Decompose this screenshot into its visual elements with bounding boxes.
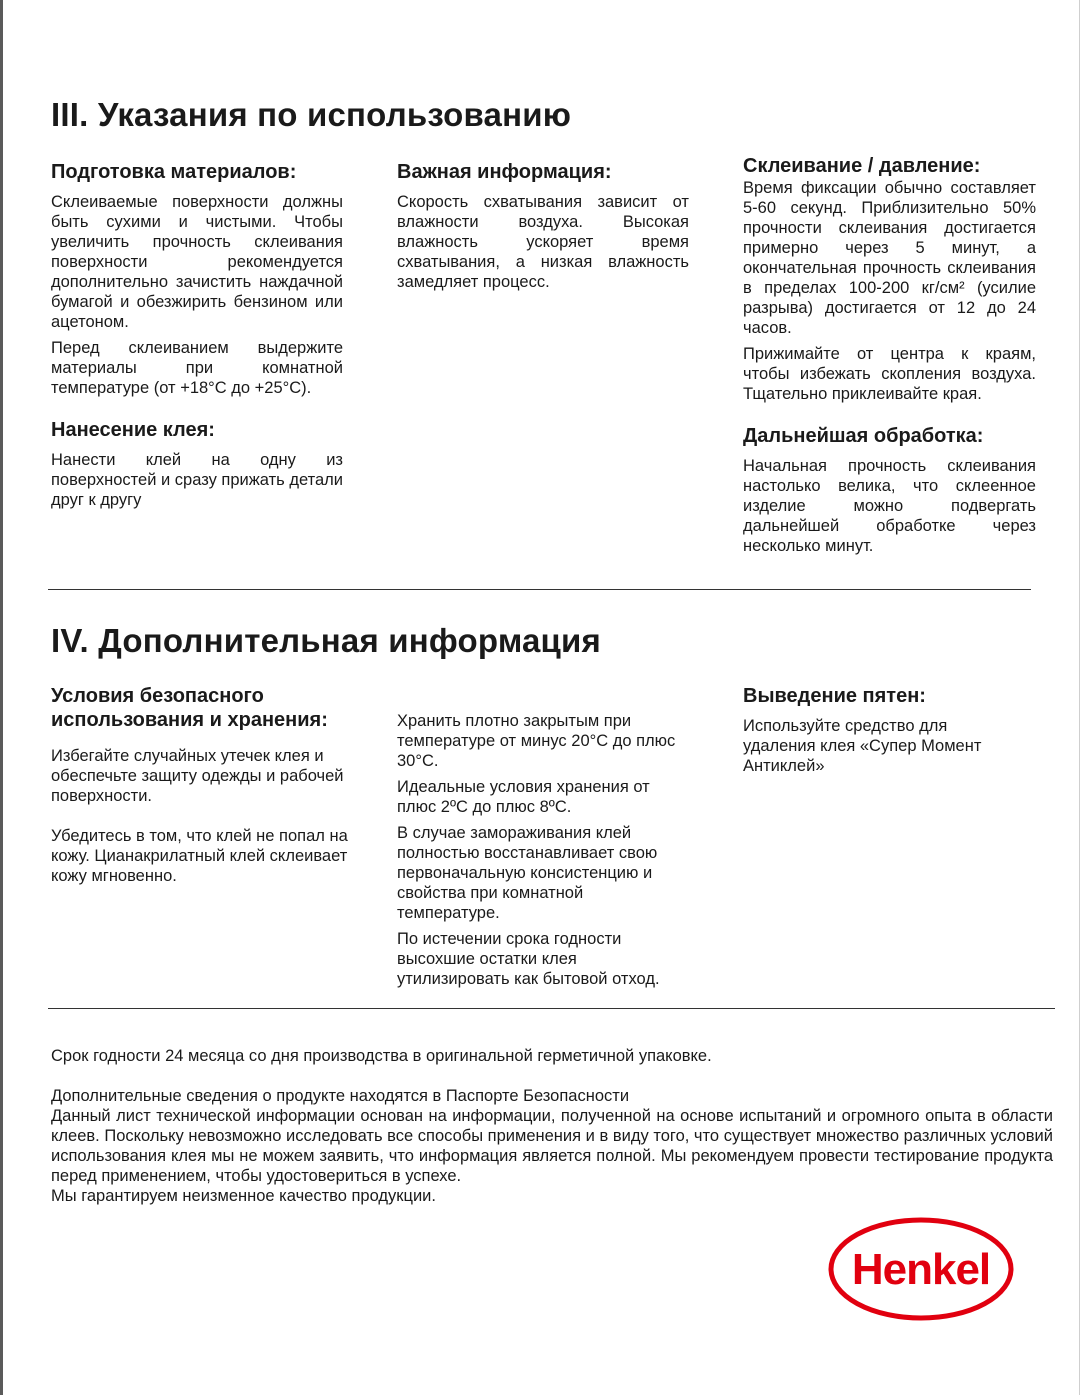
footer-block bbox=[51, 1046, 1053, 1206]
disposal-text: По истечении срока годности высохшие остатки клея утилизировать как бытовой отход. bbox=[397, 930, 660, 988]
page-left-edge bbox=[0, 0, 3, 1395]
henkel-logo bbox=[828, 1217, 1014, 1321]
section-4-column-1 bbox=[51, 684, 351, 892]
bonding-pressure-text: Время фиксации обычно составляет 5-60 секунд. Приблизительно 50% прочности склеивания достигается примерно через 5 минут, а окончательная прочность склеивания в пределах 100-200 кг/см² (усилие разрыва) достигается от 12 до 24 часов. bbox=[743, 179, 1036, 337]
henkel-logo-text: Henkel bbox=[851, 1245, 991, 1294]
skin-warning-text: Убедитесь в том, что клей не попал на кожу. Цианакрилатный клей склеивает кожу мгновенно. bbox=[51, 827, 348, 885]
disclaimer-text: Данный лист технической информации основан на информации, полученной на основе испытаний и огромного опыта в области клеев. Поскольку невозможно исследовать все способы применения и в виду того, что существует множество различных условий использования клея мы не можем заявить, что информация является полной. Мы рекомендуем провести тестирование продукта перед применением, чтобы удостовериться в успехе. bbox=[51, 1107, 1053, 1185]
further-processing-text: Начальная прочность склеивания настолько велика, что склеенное изделие можно подвергать дальнейшей обработке через несколько минут. bbox=[743, 457, 1036, 555]
shelf-life-text: Срок годности 24 месяца со дня производства в оригинальной герметичной упаковке. bbox=[51, 1047, 712, 1065]
freezing-text: В случае замораживания клей полностью восстанавливает свою первоначальную консистенцию и свойства при комнатной температуре. bbox=[397, 824, 658, 922]
quality-guarantee-text: Мы гарантируем неизменное качество продукции. bbox=[51, 1187, 436, 1205]
section-3-title: III. Указания по использованию bbox=[51, 96, 572, 133]
section-3-column-1 bbox=[51, 160, 343, 516]
section-3-column-2 bbox=[397, 160, 689, 298]
materials-prep-heading: Подготовка материалов: bbox=[51, 161, 297, 183]
materials-prep-text: Склеиваемые поверхности должны быть сухими и чистыми. Чтобы увеличить прочность склеивания поверхности рекомендуется дополнительно зачистить наждачной бумагой и обезжирить бензином или ацетоном. bbox=[51, 193, 343, 331]
important-info-heading: Важная информация: bbox=[397, 161, 612, 183]
safe-use-storage-heading: Условия безопасного использования и хранения: bbox=[51, 685, 328, 731]
stain-removal-heading: Выведение пятен: bbox=[743, 685, 926, 707]
ideal-storage-text: Идеальные условия хранения от плюс 2ºС до плюс 8ºС. bbox=[397, 778, 650, 816]
glue-application-heading: Нанесение клея: bbox=[51, 419, 215, 441]
section-3-column-3 bbox=[743, 154, 1036, 562]
avoid-leaks-text: Избегайте случайных утечек клея и обеспечьте защиту одежды и рабочей поверхности. bbox=[51, 747, 344, 805]
stain-removal-text: Используйте средство для удаления клея «Супер Момент Антиклей» bbox=[743, 717, 982, 775]
bonding-pressure-heading: Склеивание / давление: bbox=[743, 155, 981, 177]
materials-temperature-text: Перед склеиванием выдержите материалы при комнатной температуре (от +18°С до +25°С). bbox=[51, 339, 343, 397]
section-4-column-2 bbox=[397, 711, 682, 995]
important-info-text: Скорость схватывания зависит от влажности воздуха. Высокая влажность ускоряет время схватывания, а низкая влажность замедляет процесс. bbox=[397, 193, 689, 291]
press-edges-text: Прижимайте от центра к краям, чтобы избежать скопления воздуха. Тщательно приклеивайте края. bbox=[743, 345, 1036, 403]
glue-application-text: Нанести клей на одну из поверхностей и сразу прижать детали друг к другу bbox=[51, 451, 343, 509]
storage-temperature-text: Хранить плотно закрытым при температуре от минус 20°С до плюс 30°С. bbox=[397, 712, 676, 770]
section-4-title: IV. Дополнительная информация bbox=[51, 622, 601, 659]
further-processing-heading: Дальнейшая обработка: bbox=[743, 425, 984, 447]
section-4-column-3 bbox=[743, 684, 1003, 782]
footer-divider bbox=[48, 1008, 1055, 1009]
safety-passport-text: Дополнительные сведения о продукте находятся в Паспорте Безопасности bbox=[51, 1087, 630, 1105]
section-divider bbox=[48, 589, 1031, 590]
